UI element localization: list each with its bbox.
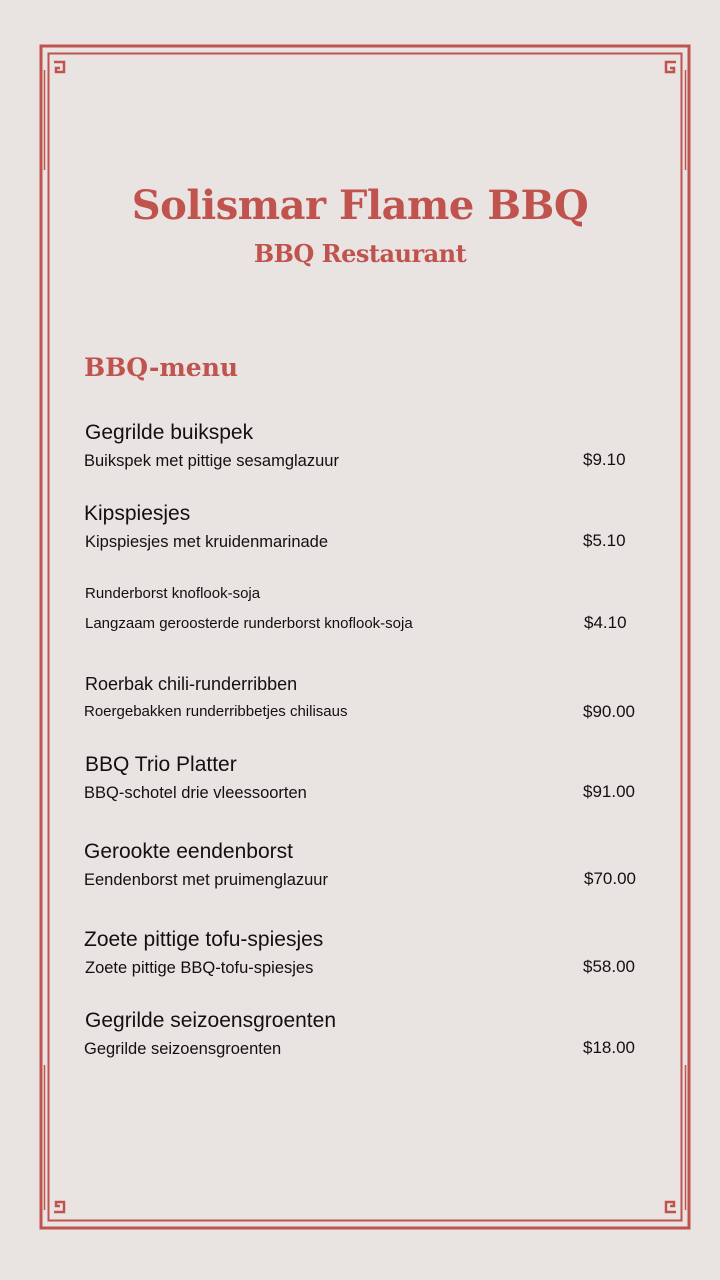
restaurant-name: Solismar Flame BBQ xyxy=(131,182,589,229)
item-description: Eendenborst met pruimenglazuur xyxy=(84,871,328,889)
item-price: $4.10 xyxy=(584,613,627,632)
item-description: Roergebakken runderribbetjes chilisaus xyxy=(84,703,348,720)
item-price: $58.00 xyxy=(583,957,635,976)
item-name: Runderborst knoflook-soja xyxy=(85,585,261,602)
item-description: Buikspek met pittige sesamglazuur xyxy=(84,452,339,470)
item-description: Gegrilde seizoensgroenten xyxy=(84,1040,282,1058)
section-title: BBQ-menu xyxy=(84,353,239,382)
item-name: Zoete pittige tofu-spiesjes xyxy=(84,928,324,951)
item-description: Langzaam geroosterde runderborst knoflook-soja xyxy=(85,615,413,632)
restaurant-subtitle: BBQ Restaurant xyxy=(253,239,467,268)
item-name: Gerookte eendenborst xyxy=(84,840,293,863)
item-price: $9.10 xyxy=(583,450,626,469)
item-price: $91.00 xyxy=(583,782,635,801)
item-name: Roerbak chili-runderribben xyxy=(85,674,298,694)
item-description: BBQ-schotel drie vleessoorten xyxy=(84,784,307,802)
item-price: $5.10 xyxy=(583,531,626,550)
item-name: Kipspiesjes xyxy=(84,502,191,525)
item-name: BBQ Trio Platter xyxy=(85,753,237,776)
item-price: $70.00 xyxy=(584,869,636,888)
item-name: Gegrilde buikspek xyxy=(85,421,254,444)
item-name: Gegrilde seizoensgroenten xyxy=(85,1009,336,1032)
item-description: Zoete pittige BBQ-tofu-spiesjes xyxy=(85,959,314,977)
item-price: $18.00 xyxy=(583,1038,635,1057)
item-description: Kipspiesjes met kruidenmarinade xyxy=(85,533,329,551)
item-price: $90.00 xyxy=(583,702,635,721)
